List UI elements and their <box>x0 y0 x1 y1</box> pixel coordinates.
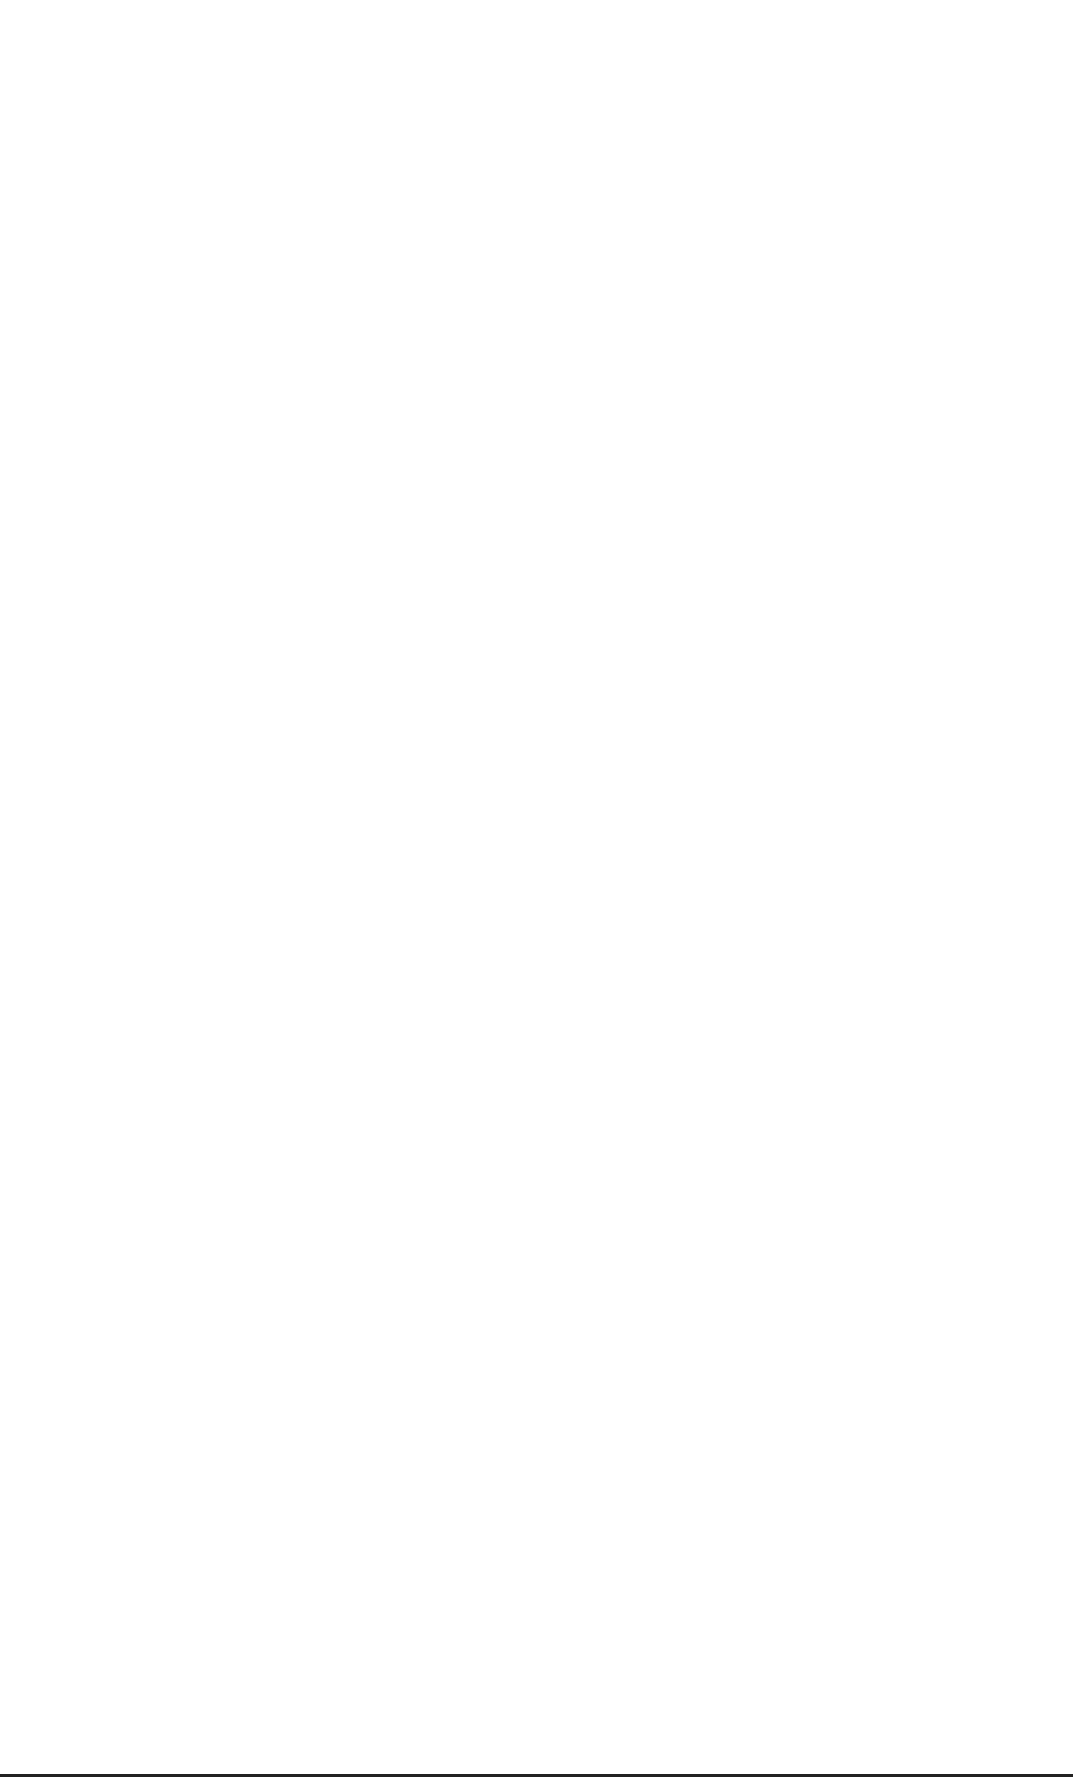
page-edge-rule <box>0 1774 1073 1777</box>
